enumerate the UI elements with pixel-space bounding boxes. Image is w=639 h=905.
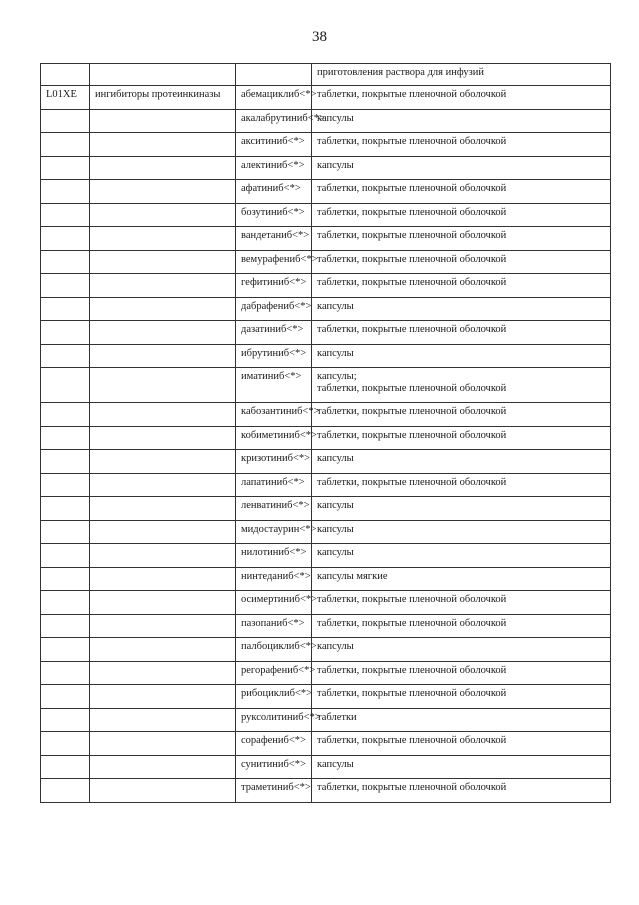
dosage-form-text: приготовления раствора для инфузий: [317, 67, 485, 78]
dosage-form-cell: [312, 450, 611, 474]
pharmacological-group-cell: [90, 274, 236, 298]
dosage-form-text: капсулы: [317, 758, 354, 770]
dosage-form-text: таблетки, покрытые пленочной оболочкой: [317, 136, 507, 147]
atc-code-cell: L01XE: [41, 86, 90, 110]
table-row: [41, 426, 611, 450]
dosage-form-cell: [312, 180, 611, 204]
dosage-form-text: таблетки, покрытые пленочной оболочкой: [317, 324, 507, 335]
pharmacological-group-cell: [90, 156, 236, 180]
dosage-form-text: таблетки, покрытые пленочной оболочкой: [317, 688, 507, 699]
dosage-form-cell: [312, 297, 611, 321]
table-row: [41, 473, 611, 497]
atc-code-cell: [41, 426, 90, 450]
pharmacological-group-cell: [90, 250, 236, 274]
atc-code-cell: [41, 321, 90, 345]
dosage-form-cell: [312, 344, 611, 368]
pharmacological-group-cell: [90, 779, 236, 803]
dosage-form-cell: [312, 732, 611, 756]
drug-table: [40, 63, 611, 803]
atc-code-cell: [41, 450, 90, 474]
dosage-form-text: таблетки, покрытые пленочной оболочкой: [317, 89, 507, 100]
table-row: [41, 685, 611, 709]
dosage-form-text: капсулы мягкие: [317, 570, 388, 582]
pharmacological-group-cell: [90, 426, 236, 450]
drug-name-cell: акалабрутиниб<*>: [236, 109, 312, 133]
pharmacological-group-cell: [90, 344, 236, 368]
drug-name-cell: гефитиниб<*>: [236, 274, 312, 298]
pharmacological-group-cell: [90, 321, 236, 345]
dosage-form-text: таблетки, покрытые пленочной оболочкой: [317, 253, 507, 265]
atc-code-cell: [41, 156, 90, 180]
dosage-form-text: таблетки, покрытые пленочной оболочкой: [317, 617, 507, 629]
pharmacological-group-cell: [90, 732, 236, 756]
drug-name-cell: руксолитиниб<*>: [236, 708, 312, 732]
pharmacological-group-cell: [90, 497, 236, 521]
pharmacological-group-cell: [90, 638, 236, 662]
drug-name-cell: вемурафениб<*>: [236, 250, 312, 274]
dosage-form-cell: [312, 109, 611, 133]
table-row: [41, 133, 611, 157]
pharmacological-group-cell: [90, 203, 236, 227]
drug-table-body: [41, 64, 611, 803]
table-row: [41, 403, 611, 427]
drug-name-cell: кризотиниб<*>: [236, 450, 312, 474]
table-row: [41, 544, 611, 568]
atc-code-cell: [41, 614, 90, 638]
table-row: [41, 203, 611, 227]
pharmacological-group-cell: [90, 180, 236, 204]
atc-code-cell: [41, 755, 90, 779]
table-row: [41, 321, 611, 345]
atc-code-cell: [41, 638, 90, 662]
drug-name-cell: рибоциклиб<*>: [236, 685, 312, 709]
dosage-form-cell: [312, 368, 611, 403]
drug-name-cell: бозутиниб<*>: [236, 203, 312, 227]
atc-code-cell: [41, 497, 90, 521]
table-row: [41, 591, 611, 615]
drug-name-cell: нилотиниб<*>: [236, 544, 312, 568]
pharmacological-group-cell: [90, 473, 236, 497]
dosage-form-cell: [312, 227, 611, 251]
pharmacological-group-cell: [90, 133, 236, 157]
dosage-form-cell: [312, 779, 611, 803]
atc-code-cell: [41, 591, 90, 615]
dosage-form-text: капсулы: [317, 547, 354, 558]
atc-code-cell: [41, 180, 90, 204]
table-row: [41, 297, 611, 321]
dosage-form-cell: [312, 661, 611, 685]
atc-code-cell: [41, 403, 90, 427]
dosage-form-text: капсулы: [317, 500, 354, 511]
drug-name-cell: абемациклиб<*>: [236, 86, 312, 110]
table-row: [41, 732, 611, 756]
atc-code-cell: [41, 368, 90, 403]
dosage-form-text: таблетки, покрытые пленочной оболочкой: [317, 476, 507, 488]
drug-name-cell: ибрутиниб<*>: [236, 344, 312, 368]
drug-name-cell: вандетаниб<*>: [236, 227, 312, 251]
dosage-form-text: таблетки, покрытые пленочной оболочкой: [317, 183, 507, 194]
drug-name-cell: ленватиниб<*>: [236, 497, 312, 521]
table-row: [41, 180, 611, 204]
atc-code-cell: [41, 473, 90, 497]
table-row: [41, 64, 611, 86]
table-row: [41, 520, 611, 544]
page-number: 38: [312, 29, 327, 45]
dosage-form-cell: [312, 321, 611, 345]
pharmacological-group-cell: [90, 708, 236, 732]
dosage-form-text: капсулы: [317, 453, 354, 464]
pharmacological-group-cell: [90, 403, 236, 427]
dosage-form-cell: [312, 133, 611, 157]
dosage-form-cell: [312, 86, 611, 110]
dosage-form-cell: [312, 638, 611, 662]
pharmacological-group-cell: [90, 297, 236, 321]
pharmacological-group-cell: [90, 227, 236, 251]
atc-code-cell: [41, 520, 90, 544]
dosage-form-text: таблетки, покрытые пленочной оболочкой: [317, 406, 507, 417]
table-row: [41, 755, 611, 779]
dosage-form-text: капсулы: [317, 347, 354, 359]
drug-name-cell: палбоциклиб<*>: [236, 638, 312, 662]
dosage-form-cell: [312, 274, 611, 298]
table-row: [41, 86, 611, 110]
dosage-form-cell: [312, 250, 611, 274]
atc-code-cell: [41, 297, 90, 321]
table-row: [41, 779, 611, 803]
drug-name-cell: регорафениб<*>: [236, 661, 312, 685]
dosage-form-text: таблетки, покрытые пленочной оболочкой: [317, 230, 507, 241]
atc-code-cell: [41, 109, 90, 133]
atc-code-cell: [41, 779, 90, 803]
drug-name-cell: сорафениб<*>: [236, 732, 312, 756]
drug-name-cell: дазатиниб<*>: [236, 321, 312, 345]
dosage-form-text: таблетки: [317, 711, 357, 723]
dosage-form-text: таблетки, покрытые пленочной оболочкой: [317, 782, 507, 793]
dosage-form-cell: [312, 685, 611, 709]
table-row: [41, 344, 611, 368]
pharmacological-group-cell: [90, 755, 236, 779]
atc-code-cell: [41, 685, 90, 709]
dosage-form-text: таблетки, покрытые пленочной оболочкой: [317, 383, 507, 394]
drug-name-cell: лапатиниб<*>: [236, 473, 312, 497]
dosage-form-cell: [312, 473, 611, 497]
atc-code-cell: [41, 708, 90, 732]
dosage-form-cell: [312, 614, 611, 638]
atc-code-cell: [41, 567, 90, 591]
table-row: [41, 450, 611, 474]
drug-name-cell: кабозантиниб<*>: [236, 403, 312, 427]
pharmacological-group-cell: [90, 109, 236, 133]
dosage-form-text: капсулы: [317, 641, 354, 652]
atc-code-cell: [41, 133, 90, 157]
atc-code-cell: [41, 64, 90, 86]
dosage-form-text: капсулы;: [317, 371, 357, 382]
dosage-form-text: капсулы: [317, 159, 354, 171]
dosage-form-text: таблетки, покрытые пленочной оболочкой: [317, 594, 507, 605]
dosage-form-cell: [312, 755, 611, 779]
atc-code-cell: [41, 344, 90, 368]
table-row: [41, 274, 611, 298]
drug-name-cell: афатиниб<*>: [236, 180, 312, 204]
table-row: [41, 708, 611, 732]
dosage-form-text: таблетки, покрытые пленочной оболочкой: [317, 664, 507, 676]
pharmacological-group-cell: [90, 567, 236, 591]
dosage-form-cell: [312, 426, 611, 450]
pharmacological-group-cell: [90, 591, 236, 615]
pharmacological-group-cell: [90, 614, 236, 638]
atc-code-cell: [41, 250, 90, 274]
dosage-form-cell: [312, 403, 611, 427]
drug-name-cell: [236, 64, 312, 86]
drug-name-cell: акситиниб<*>: [236, 133, 312, 157]
atc-code-cell: [41, 227, 90, 251]
pharmacological-group-cell: [90, 450, 236, 474]
table-row: [41, 250, 611, 274]
dosage-form-cell: [312, 156, 611, 180]
table-row: [41, 227, 611, 251]
dosage-form-cell: [312, 520, 611, 544]
dosage-form-text: таблетки, покрытые пленочной оболочкой: [317, 277, 507, 288]
table-row: [41, 567, 611, 591]
atc-code-cell: [41, 544, 90, 568]
drug-name-cell: мидостаурин<*>: [236, 520, 312, 544]
pharmacological-group-cell: [90, 685, 236, 709]
drug-name-cell: осимертиниб<*>: [236, 591, 312, 615]
atc-code-cell: [41, 732, 90, 756]
drug-name-cell: траметиниб<*>: [236, 779, 312, 803]
pharmacological-group-cell: [90, 661, 236, 685]
dosage-form-text: капсулы: [317, 112, 354, 124]
drug-name-cell: иматиниб<*>: [236, 368, 312, 403]
pharmacological-group-cell: ингибиторы протеинкиназы: [90, 86, 236, 110]
table-row: [41, 156, 611, 180]
dosage-form-text: капсулы: [317, 523, 354, 535]
dosage-form-text: таблетки, покрытые пленочной оболочкой: [317, 429, 507, 441]
table-row: [41, 661, 611, 685]
pharmacological-group-cell: [90, 368, 236, 403]
dosage-form-cell: [312, 544, 611, 568]
table-row: [41, 109, 611, 133]
drug-name-cell: дабрафениб<*>: [236, 297, 312, 321]
dosage-form-text: капсулы: [317, 300, 354, 312]
pharmacological-group-cell: [90, 64, 236, 86]
drug-name-cell: нинтеданиб<*>: [236, 567, 312, 591]
atc-code-cell: [41, 274, 90, 298]
dosage-form-text: таблетки, покрытые пленочной оболочкой: [317, 206, 507, 218]
drug-name-cell: сунитиниб<*>: [236, 755, 312, 779]
drug-name-cell: алектиниб<*>: [236, 156, 312, 180]
atc-code-cell: [41, 203, 90, 227]
dosage-form-cell: [312, 591, 611, 615]
pharmacological-group-cell: [90, 544, 236, 568]
dosage-form-cell: [312, 497, 611, 521]
dosage-form-cell: [312, 708, 611, 732]
drug-name-cell: кобиметиниб<*>: [236, 426, 312, 450]
pharmacological-group-cell: [90, 520, 236, 544]
table-row: [41, 497, 611, 521]
atc-code-cell: [41, 661, 90, 685]
dosage-form-cell: [312, 64, 611, 86]
table-row: [41, 638, 611, 662]
dosage-form-cell: [312, 567, 611, 591]
table-row: [41, 368, 611, 403]
table-row: [41, 614, 611, 638]
dosage-form-cell: [312, 203, 611, 227]
dosage-form-text: таблетки, покрытые пленочной оболочкой: [317, 735, 507, 746]
drug-name-cell: пазопаниб<*>: [236, 614, 312, 638]
